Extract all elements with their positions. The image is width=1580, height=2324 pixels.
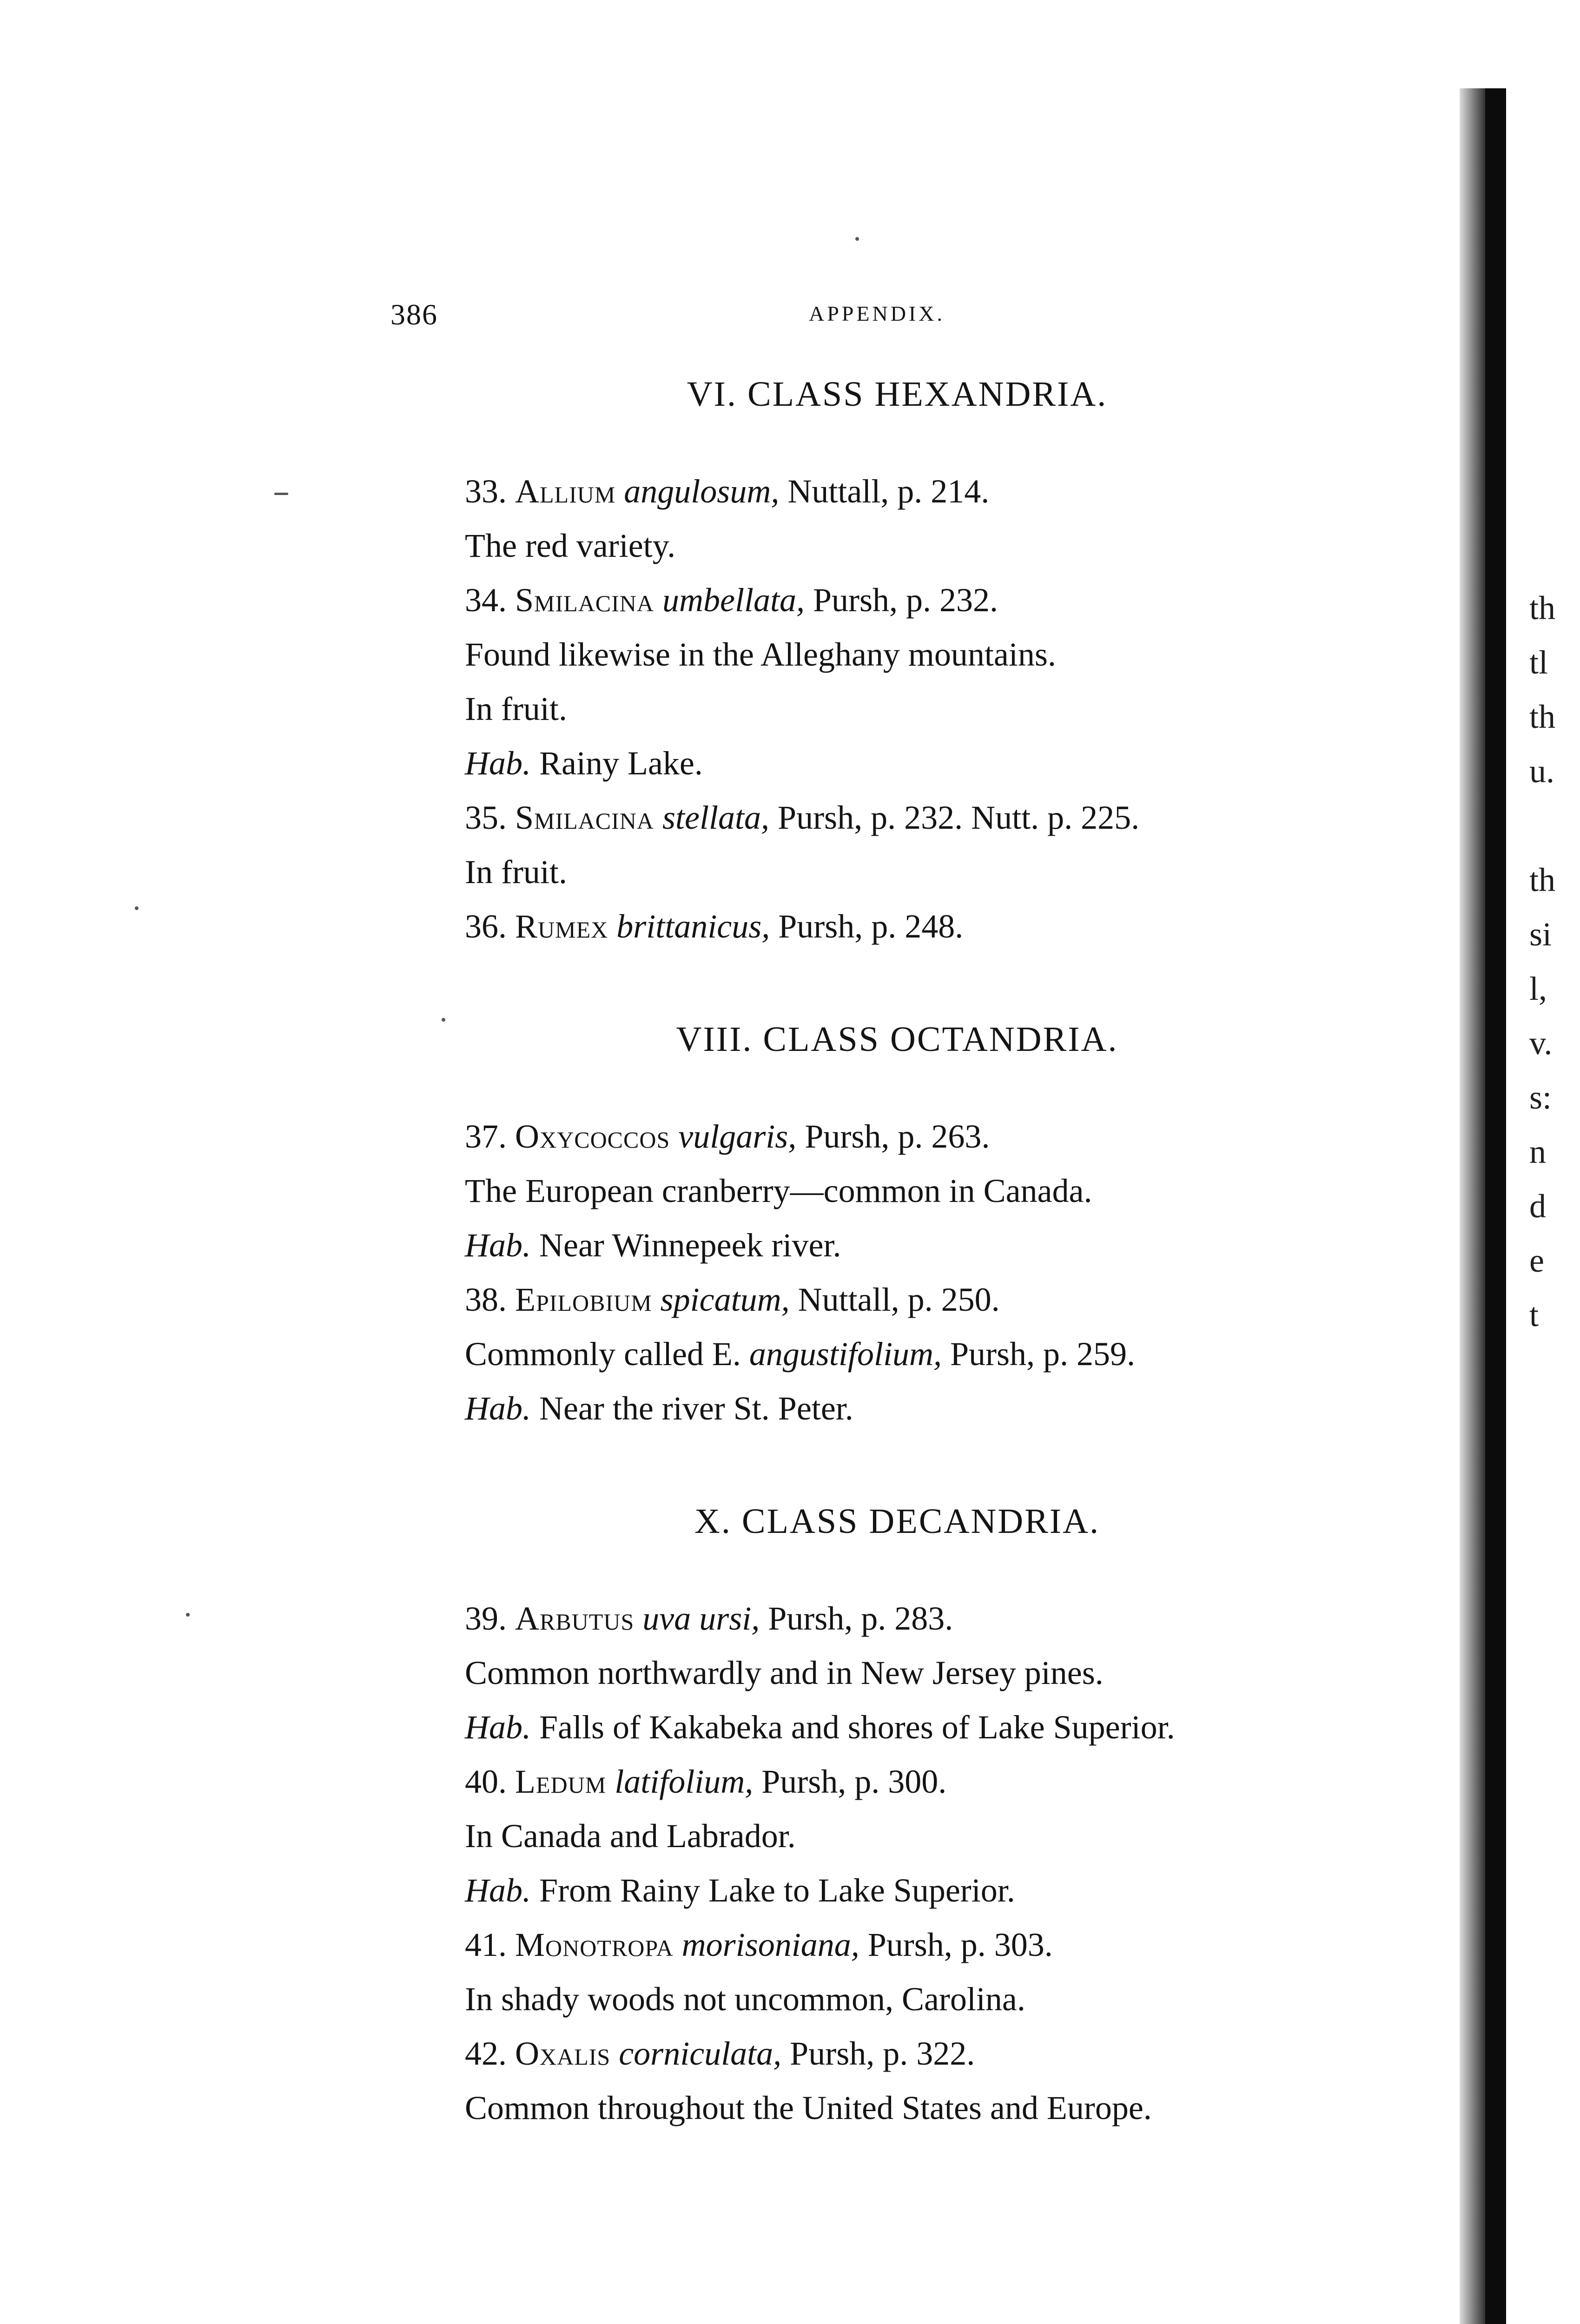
facing-fragment: n: [1529, 1133, 1546, 1170]
entry-line: 35. Smilacina stellata, Pursh, p. 232. Nutt. p. 225.: [465, 799, 1140, 836]
species-name: angulosum,: [624, 473, 780, 510]
entry-note: In shady woods not uncommon, Carolina.: [465, 1981, 1025, 2018]
entry-note: The European cranberry—common in Canada.: [465, 1172, 1092, 1209]
entry-note: The red variety.: [465, 527, 676, 564]
entry-note: In Canada and Labrador.: [465, 1817, 796, 1855]
section-heading-hexandria: VI. CLASS HEXANDRIA.: [687, 375, 1108, 414]
facing-fragment: v.: [1529, 1024, 1553, 1062]
genus-name: Ledum: [515, 1763, 607, 1800]
habitat-line: Hab. From Rainy Lake to Lake Superior.: [465, 1872, 1015, 1909]
ink-speck: [274, 493, 288, 495]
facing-page-fragments: [1529, 581, 1580, 1342]
genus-name: Rumex: [515, 908, 608, 945]
page-header: [390, 297, 1274, 349]
entry-line: 37. Oxycoccos vulgaris, Pursh, p. 263.: [465, 1118, 990, 1155]
entry-note: Commonly called E. angustifolium, Pursh, p. 259.: [465, 1335, 1135, 1373]
facing-fragment: e: [1529, 1242, 1544, 1279]
ink-speck: [135, 906, 139, 910]
entry-line: 38. Epilobium spicatum, Nuttall, p. 250.: [465, 1281, 1000, 1318]
genus-name: Allium: [515, 473, 616, 510]
entry-line: 40. Ledum latifolium, Pursh, p. 300.: [465, 1763, 947, 1800]
facing-fragment: th: [1529, 698, 1556, 735]
genus-name: Epilobium: [515, 1281, 652, 1318]
facing-fragment: s:: [1529, 1079, 1552, 1116]
entry-line: 41. Monotropa morisoniana, Pursh, p. 303.: [465, 1926, 1053, 1963]
entry-line: 33. Allium angulosum, Nuttall, p. 214.: [465, 473, 990, 510]
running-head: APPENDIX.: [809, 302, 945, 325]
entry-note: In fruit.: [465, 690, 567, 727]
ink-speck: [186, 1613, 190, 1617]
genus-name: Smilacina: [515, 581, 654, 619]
habitat-line: Hab. Rainy Lake.: [465, 745, 703, 782]
species-name: umbellata,: [662, 581, 805, 619]
species-name: latifolium,: [615, 1763, 754, 1800]
entry-line: 39. Arbutus uva ursi, Pursh, p. 283.: [465, 1600, 953, 1637]
genus-name: Arbutus: [515, 1600, 635, 1637]
page-body: [465, 367, 1371, 2135]
entry-line: 42. Oxalis corniculata, Pursh, p. 322.: [465, 2035, 975, 2072]
page-number: 386: [390, 298, 438, 331]
entry-note: Common northwardly and in New Jersey pines.: [465, 1654, 1104, 1691]
section-heading-octandria: VIII. CLASS OCTANDRIA.: [676, 1020, 1118, 1059]
ink-speck: [442, 1018, 445, 1022]
facing-fragment: th: [1529, 861, 1556, 898]
facing-fragment: d: [1529, 1188, 1546, 1225]
genus-name: Oxalis: [515, 2035, 611, 2072]
facing-fragment: u.: [1529, 753, 1554, 790]
habitat-line: Hab. Near Winnepeek river.: [465, 1227, 841, 1264]
species-name: corniculata,: [619, 2035, 782, 2072]
species-name: uva ursi,: [642, 1600, 760, 1637]
facing-fragment: si: [1529, 916, 1552, 953]
habitat-line: Hab. Falls of Kakabeka and shores of Lake Superior.: [465, 1709, 1175, 1746]
facing-fragment: t: [1529, 1296, 1539, 1334]
genus-name: Monotropa: [515, 1926, 674, 1963]
facing-fragment: th: [1529, 589, 1556, 627]
entry-note: Found likewise in the Alleghany mountains.: [465, 636, 1056, 673]
species-name: vulgaris,: [678, 1118, 797, 1155]
facing-fragment: [1529, 799, 1580, 853]
entry-line: 36. Rumex brittanicus, Pursh, p. 248.: [465, 908, 964, 945]
genus-name: Oxycoccos: [515, 1118, 670, 1155]
species-name: stellata,: [662, 799, 770, 836]
species-name: brittanicus,: [616, 908, 770, 945]
species-name: spicatum,: [660, 1281, 790, 1318]
species-name: morisoniana,: [681, 1926, 859, 1963]
entry-note: In fruit.: [465, 853, 567, 891]
facing-fragment: l,: [1529, 970, 1547, 1007]
facing-fragment: tl: [1529, 644, 1548, 681]
section-heading-decandria: X. CLASS DECANDRIA.: [694, 1502, 1100, 1541]
genus-name: Smilacina: [515, 799, 654, 836]
book-gutter-dark: [1485, 88, 1506, 2324]
habitat-line: Hab. Near the river St. Peter.: [465, 1390, 853, 1427]
entry-note: Common throughout the United States and Europe.: [465, 2089, 1152, 2126]
ink-speck: [855, 237, 859, 241]
entry-line: 34. Smilacina umbellata, Pursh, p. 232.: [465, 581, 998, 619]
